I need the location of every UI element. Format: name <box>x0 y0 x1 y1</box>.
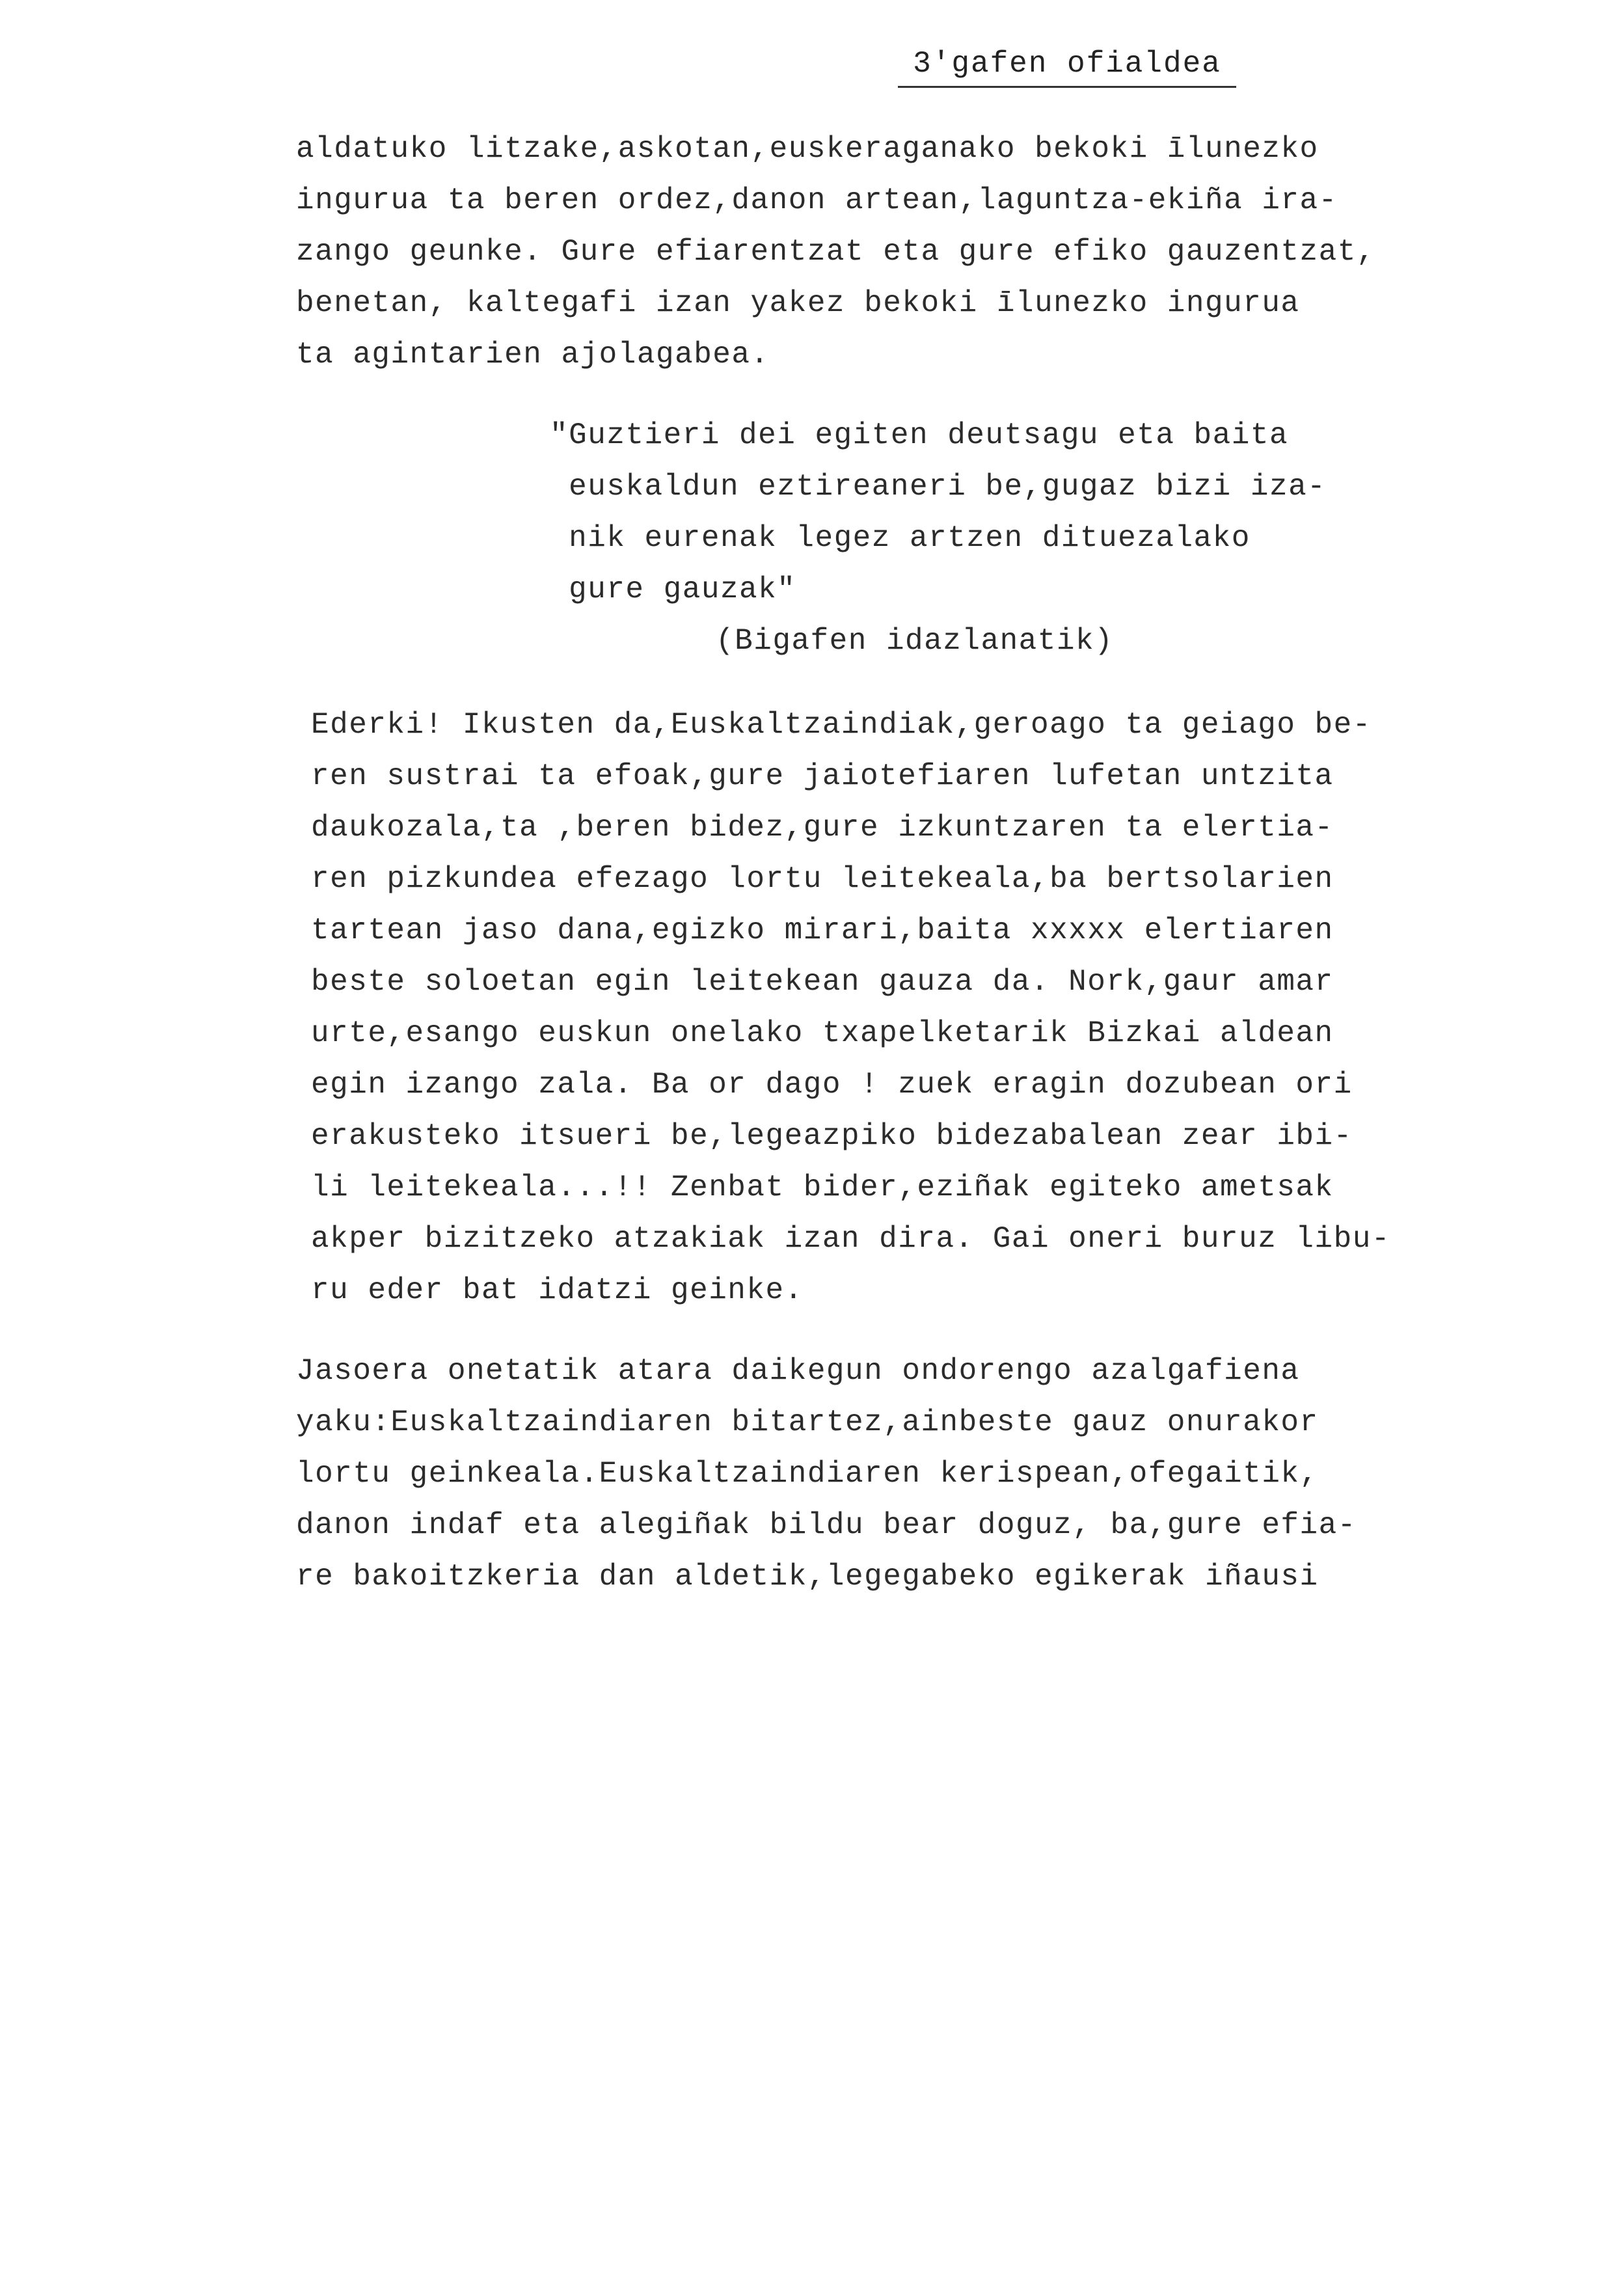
paragraph-3 <box>296 1346 1357 1603</box>
quote-line: "Guztieri dei egiten deutsagu eta baita <box>550 418 1289 452</box>
paragraph-line: aldatuko litzake,askotan,euskeraganako bekoki īlunezko <box>296 132 1319 166</box>
page-header: 3'gafen ofialdea <box>898 47 1236 88</box>
paragraph-line: danon indaf eta alegiñak bildu bear doguz, ba,gure efia- <box>296 1508 1357 1542</box>
paragraph-line: Ederki! Ikusten da,Euskaltzaindiak,geroago ta geiago be- <box>311 708 1372 742</box>
paragraph-line: Jasoera onetatik atara daikegun ondorengo azalgafiena <box>296 1354 1300 1388</box>
quote-line: euskaldun eztireaneri be,gugaz bizi iza- <box>550 470 1327 504</box>
paragraph-line: egin izango zala. Ba or dago ! zuek eragin dozubean ori <box>311 1068 1353 1102</box>
paragraph-line: beste soloetan egin leitekean gauza da. Nork,gaur amar <box>311 965 1334 999</box>
paragraph-line: ren sustrai ta efoak,gure jaiotefiaren lufetan untzita <box>311 759 1334 793</box>
quote-line: nik eurenak legez artzen dituezalako <box>550 521 1251 555</box>
paragraph-line: benetan, kaltegafi izan yakez bekoki īlunezko ingurua <box>296 286 1300 320</box>
paragraph-2 <box>311 700 1390 1316</box>
quote-line: gure gauzak" <box>550 573 796 606</box>
paragraph-1 <box>296 124 1375 381</box>
paragraph-line: daukozala,ta ,beren bidez,gure izkuntzaren ta elertia- <box>311 811 1334 845</box>
paragraph-line: re bakoitzkeria dan aldetik,legegabeko egikerak iñausi <box>296 1560 1319 1594</box>
paragraph-line: zango geunke. Gure efiarentzat eta gure efiko gauzentzat, <box>296 235 1375 269</box>
paragraph-line: ta agintarien ajolagabea. <box>296 338 770 372</box>
paragraph-line: tartean jaso dana,egizko mirari,baita xxxxx elertiaren <box>311 914 1334 947</box>
paragraph-line: akper bizitzeko atzakiak izan dira. Gai oneri buruz libu- <box>311 1222 1390 1256</box>
quote-source-wrapper <box>550 616 1326 667</box>
paragraph-line: urte,esango euskun onelako txapelketarik Bizkai aldean <box>311 1016 1334 1050</box>
paragraph-line: ren pizkundea efezago lortu leitekeala,ba bertsolarien <box>311 862 1334 896</box>
paragraph-line: yaku:Euskaltzaindiaren bitartez,ainbeste gauz onurakor <box>296 1406 1319 1439</box>
quote-source: (Bigafen idazlanatik) <box>716 624 1114 658</box>
block-quote <box>550 410 1326 667</box>
paragraph-line: lortu geinkeala.Euskaltzaindiaren kerispean,ofegaitik, <box>296 1457 1319 1491</box>
paragraph-line: erakusteko itsueri be,legeazpiko bidezabalean zear ibi- <box>311 1119 1353 1153</box>
paragraph-line: ru eder bat idatzi geinke. <box>311 1273 804 1307</box>
paragraph-line: ingurua ta beren ordez,danon artean,laguntza-ekiña ira- <box>296 183 1338 217</box>
paragraph-line: li leitekeala...!! Zenbat bider,eziñak egiteko ametsak <box>311 1171 1334 1204</box>
